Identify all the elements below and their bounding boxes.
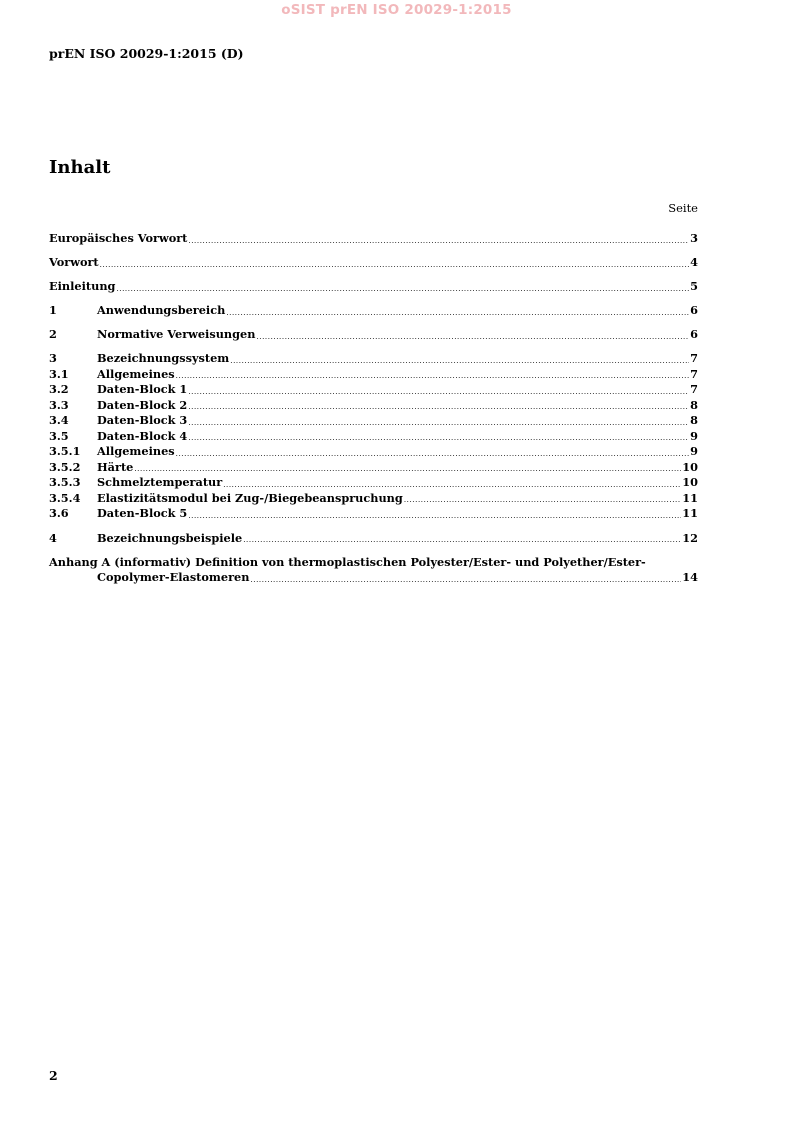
toc-entry-3-5-2[interactable] bbox=[49, 460, 698, 476]
toc-entry-page: 12 bbox=[682, 530, 698, 545]
toc-entry-page: 11 bbox=[682, 490, 698, 505]
toc-entry-page: 10 bbox=[682, 475, 698, 490]
toc-entry-title: Schmelztemperatur bbox=[97, 475, 223, 490]
toc-entry-title: Bezeichnungssystem bbox=[97, 351, 230, 366]
watermark: oSIST prEN ISO 20029-1:2015 bbox=[281, 2, 512, 18]
page-column-label: Seite bbox=[668, 201, 698, 215]
toc-entry-3[interactable] bbox=[49, 351, 698, 367]
leader-dots bbox=[188, 402, 689, 413]
toc-entry-title: Daten-Block 4 bbox=[97, 428, 188, 443]
toc-entry-page: 8 bbox=[690, 397, 698, 412]
toc-entry-3-2[interactable] bbox=[49, 382, 698, 398]
toc-entry-title: Anwendungsbereich bbox=[97, 303, 226, 318]
toc-entry-page: 5 bbox=[690, 279, 698, 294]
toc-entry-page: 8 bbox=[690, 413, 698, 428]
leader-dots bbox=[188, 418, 689, 429]
leader-dots bbox=[223, 480, 681, 491]
leader-dots bbox=[243, 535, 681, 546]
toc-entry-title: Elastizitätsmodul bei Zug-/Biegebeanspruchung bbox=[97, 490, 403, 505]
toc-entry-1[interactable] bbox=[49, 303, 698, 319]
toc-entry-page: 6 bbox=[690, 327, 698, 342]
toc-entry-number: 3.5 bbox=[49, 428, 69, 443]
toc-entry-page: 7 bbox=[690, 351, 698, 366]
toc-entry-number: 3.5.1 bbox=[49, 444, 81, 459]
toc-annex-title-line1: Anhang A (informativ) Definition von thermoplastischen Polyester/Ester- und Polyether/Ester- bbox=[49, 554, 646, 569]
toc-entry-3-1[interactable] bbox=[49, 367, 698, 383]
toc-entry-vorwort[interactable] bbox=[49, 255, 698, 271]
toc-entry-title: Allgemeines bbox=[97, 444, 175, 459]
document-id: prEN ISO 20029-1:2015 (D) bbox=[49, 46, 244, 61]
toc-entry-page: 3 bbox=[690, 231, 698, 245]
toc-entry-title: Daten-Block 2 bbox=[97, 397, 188, 412]
toc-entry-title: Daten-Block 5 bbox=[97, 506, 188, 521]
toc-entry-title: Allgemeines bbox=[97, 366, 175, 381]
toc-entry-page: 4 bbox=[690, 255, 698, 270]
toc-entry-title: Daten-Block 3 bbox=[97, 413, 188, 428]
leader-dots bbox=[176, 449, 689, 460]
leader-dots bbox=[250, 575, 681, 586]
leader-dots bbox=[404, 495, 681, 506]
toc-entry-3-5-3[interactable] bbox=[49, 475, 698, 491]
leader-dots bbox=[100, 260, 689, 271]
toc-entry-title: Vorwort bbox=[49, 255, 99, 270]
toc-entry-2[interactable] bbox=[49, 327, 698, 343]
toc-entry-3-3[interactable] bbox=[49, 398, 698, 414]
leader-dots bbox=[188, 433, 689, 444]
toc-entry-number: 3.1 bbox=[49, 366, 69, 381]
leader-dots bbox=[116, 284, 689, 295]
page-number: 2 bbox=[49, 1068, 58, 1083]
toc-entry-page: 9 bbox=[690, 444, 698, 459]
toc-annex-title-line2: Copolymer-Elastomeren bbox=[97, 570, 250, 585]
toc-entry-page: 7 bbox=[690, 366, 698, 381]
leader-dots bbox=[188, 511, 681, 522]
toc-entry-page: 11 bbox=[682, 506, 698, 521]
leader-dots bbox=[230, 356, 689, 367]
toc-entry-page: 14 bbox=[682, 570, 698, 585]
leader-dots bbox=[188, 387, 689, 398]
toc-entry-page: 9 bbox=[690, 428, 698, 443]
toc-entry-title: Europäisches Vorwort bbox=[49, 231, 188, 245]
toc-entry-number: 3.5.2 bbox=[49, 459, 81, 474]
leader-dots bbox=[176, 371, 689, 382]
toc-entry-number: 3.6 bbox=[49, 506, 69, 521]
toc-entry-title: Normative Verweisungen bbox=[97, 327, 256, 342]
toc-entry-number: 3.5.3 bbox=[49, 475, 81, 490]
toc-entry-annex-a[interactable] bbox=[49, 555, 698, 586]
toc-entry-3-5-4[interactable] bbox=[49, 491, 698, 507]
toc-entry-number: 3 bbox=[49, 351, 57, 366]
toc-entry-page: 7 bbox=[690, 382, 698, 397]
leader-dots bbox=[134, 464, 681, 475]
toc-entry-page: 10 bbox=[682, 459, 698, 474]
toc-entry-3-5[interactable] bbox=[49, 429, 698, 445]
toc-entry-number: 1 bbox=[49, 303, 57, 318]
leader-dots bbox=[226, 308, 689, 319]
toc-entry-3-5-1[interactable] bbox=[49, 444, 698, 460]
table-of-contents bbox=[49, 231, 698, 586]
toc-entry-page: 6 bbox=[690, 303, 698, 318]
toc-entry-4[interactable] bbox=[49, 531, 698, 547]
toc-entry-title: Einleitung bbox=[49, 279, 116, 294]
toc-entry-number: 4 bbox=[49, 530, 57, 545]
toc-entry-number: 3.4 bbox=[49, 413, 69, 428]
leader-dots bbox=[256, 332, 689, 343]
toc-heading: Inhalt bbox=[49, 157, 111, 178]
toc-entry-3-6[interactable] bbox=[49, 506, 698, 522]
toc-entry-number: 3.5.4 bbox=[49, 490, 81, 505]
toc-entry-3-4[interactable] bbox=[49, 413, 698, 429]
toc-entry-title: Bezeichnungsbeispiele bbox=[97, 530, 243, 545]
toc-entry-title: Daten-Block 1 bbox=[97, 382, 188, 397]
toc-entry-number: 3.2 bbox=[49, 382, 69, 397]
toc-entry-title: Härte bbox=[97, 459, 134, 474]
toc-entry-einleitung[interactable] bbox=[49, 279, 698, 295]
toc-entry-number: 2 bbox=[49, 327, 57, 342]
leader-dots bbox=[188, 236, 689, 247]
toc-entry-europaeisches-vorwort[interactable] bbox=[49, 231, 698, 247]
toc-entry-number: 3.3 bbox=[49, 397, 69, 412]
